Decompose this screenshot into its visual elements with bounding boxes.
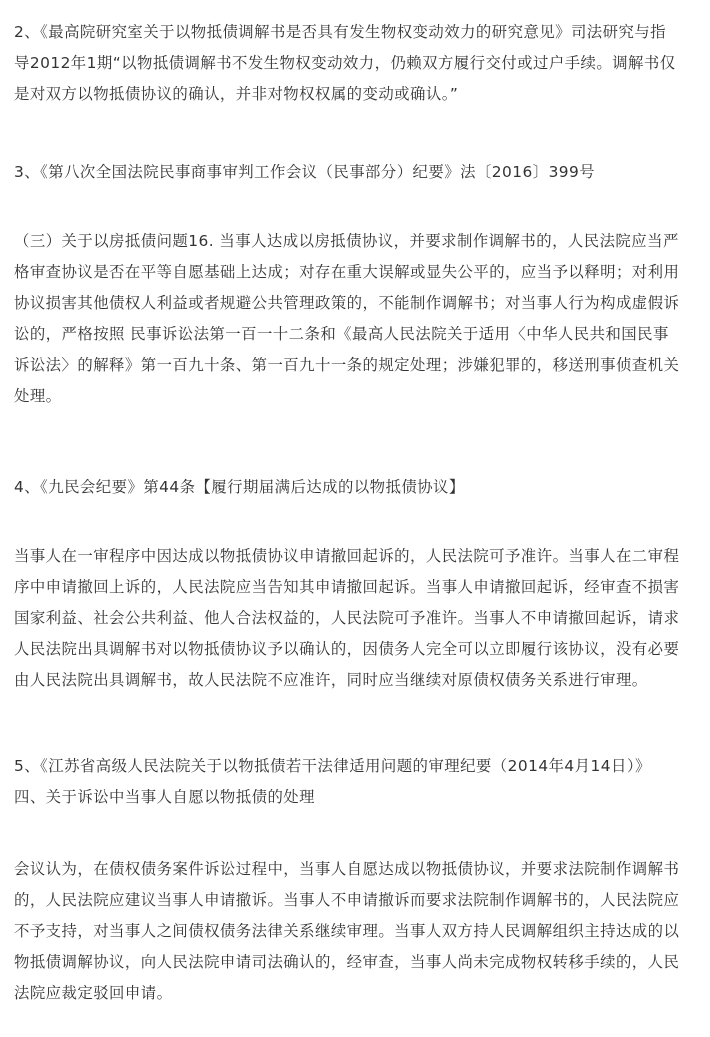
text-line: 3、《第八次全国法院民事商事审判工作会议（民事部分）纪要》法〔2016〕399号 — [14, 163, 596, 181]
text-line: 格审查协议是否在平等自愿基础上达成；对存在重大误解或显失公平的，应当予以释明；对利用 — [14, 263, 680, 281]
text-line: 处理。 — [14, 387, 62, 405]
text-line: 的，人民法院应建议当事人申请撤诉。当事人不申请撤诉而要求法院制作调解书的，人民法院应 — [14, 891, 680, 909]
text-line: （三）关于以房抵债问题16. 当事人达成以房抵债协议，并要求制作调解书的，人民法院应当严 — [14, 232, 679, 250]
text-line: 不予支持，对当事人之间债权债务法律关系继续审理。当事人双方持人民调解组织主持达成的以 — [14, 922, 680, 940]
text-line: 2、《最高院研究室关于以物抵债调解书是否具有发生物权变动效力的研究意见》司法研究与指 — [14, 23, 667, 41]
paragraph-article-44 — [14, 541, 704, 696]
text-line: 5、《江苏省高级人民法院关于以物抵债若干法律适用问题的审理纪要（2014年4月14日）》 — [14, 757, 651, 775]
text-line: 四、关于诉讼中当事人自愿以物抵债的处理 — [14, 788, 315, 806]
text-line: 由人民法院出具调解书，故人民法院不应准许，同时应当继续对原债权债务关系进行审理。 — [14, 671, 648, 689]
paragraph-housing-debt — [14, 226, 704, 412]
paragraph-item-3-heading — [14, 157, 704, 188]
text-line: 是对双方以物抵债协议的确认，并非对物权权属的变动或确认。” — [14, 85, 459, 103]
text-line: 物抵债调解协议，向人民法院申请司法确认的，经审查，当事人尚未完成物权转移手续的，人民 — [14, 953, 680, 971]
text-line: 会议认为，在债权债务案件诉讼过程中，当事人自愿达成以物抵债协议，并要求法院制作调解书 — [14, 860, 680, 878]
text-line: 导2012年1期“以物抵债调解书不发生物权变动效力，仍赖双方履行交付或过户手续。调解书仅 — [14, 54, 676, 72]
text-line: 人民法院出具调解书对以物抵债协议予以确认的，因债务人完全可以立即履行该协议，没有必要 — [14, 640, 680, 658]
text-line: 当事人在一审程序中因达成以物抵债协议申请撤回起诉的，人民法院可予准许。当事人在二审程 — [14, 547, 680, 565]
text-line: 国家利益、社会公共利益、他人合法权益的，人民法院可予准许。当事人不申请撤回起诉，请求 — [14, 609, 680, 627]
text-line: 讼的，严格按照 民事诉讼法第一百一十二条和《最高人民法院关于适用〈中华人民共和国民事 — [14, 325, 669, 343]
text-line: 序中申请撤回上诉的，人民法院应当告知其申请撤回起诉。当事人申请撤回起诉，经审查不损害 — [14, 578, 680, 596]
paragraph-jiangsu-minutes — [14, 854, 704, 1009]
paragraph-item-4-heading — [14, 472, 704, 503]
paragraph-item-5-heading — [14, 751, 704, 813]
text-line: 4、《九民会纪要》第44条【履行期届满后达成的以物抵债协议】 — [14, 478, 465, 496]
text-line: 法院应裁定驳回申请。 — [14, 984, 173, 1002]
text-line: 协议损害其他债权人利益或者规避公共管理政策的，不能制作调解书；对当事人行为构成虚假诉 — [14, 294, 680, 312]
text-line: 诉讼法〉的解释》第一百九十条、第一百九十一条的规定处理；涉嫌犯罪的，移送刑事侦查机关 — [14, 356, 680, 374]
paragraph-item-2 — [14, 17, 704, 110]
